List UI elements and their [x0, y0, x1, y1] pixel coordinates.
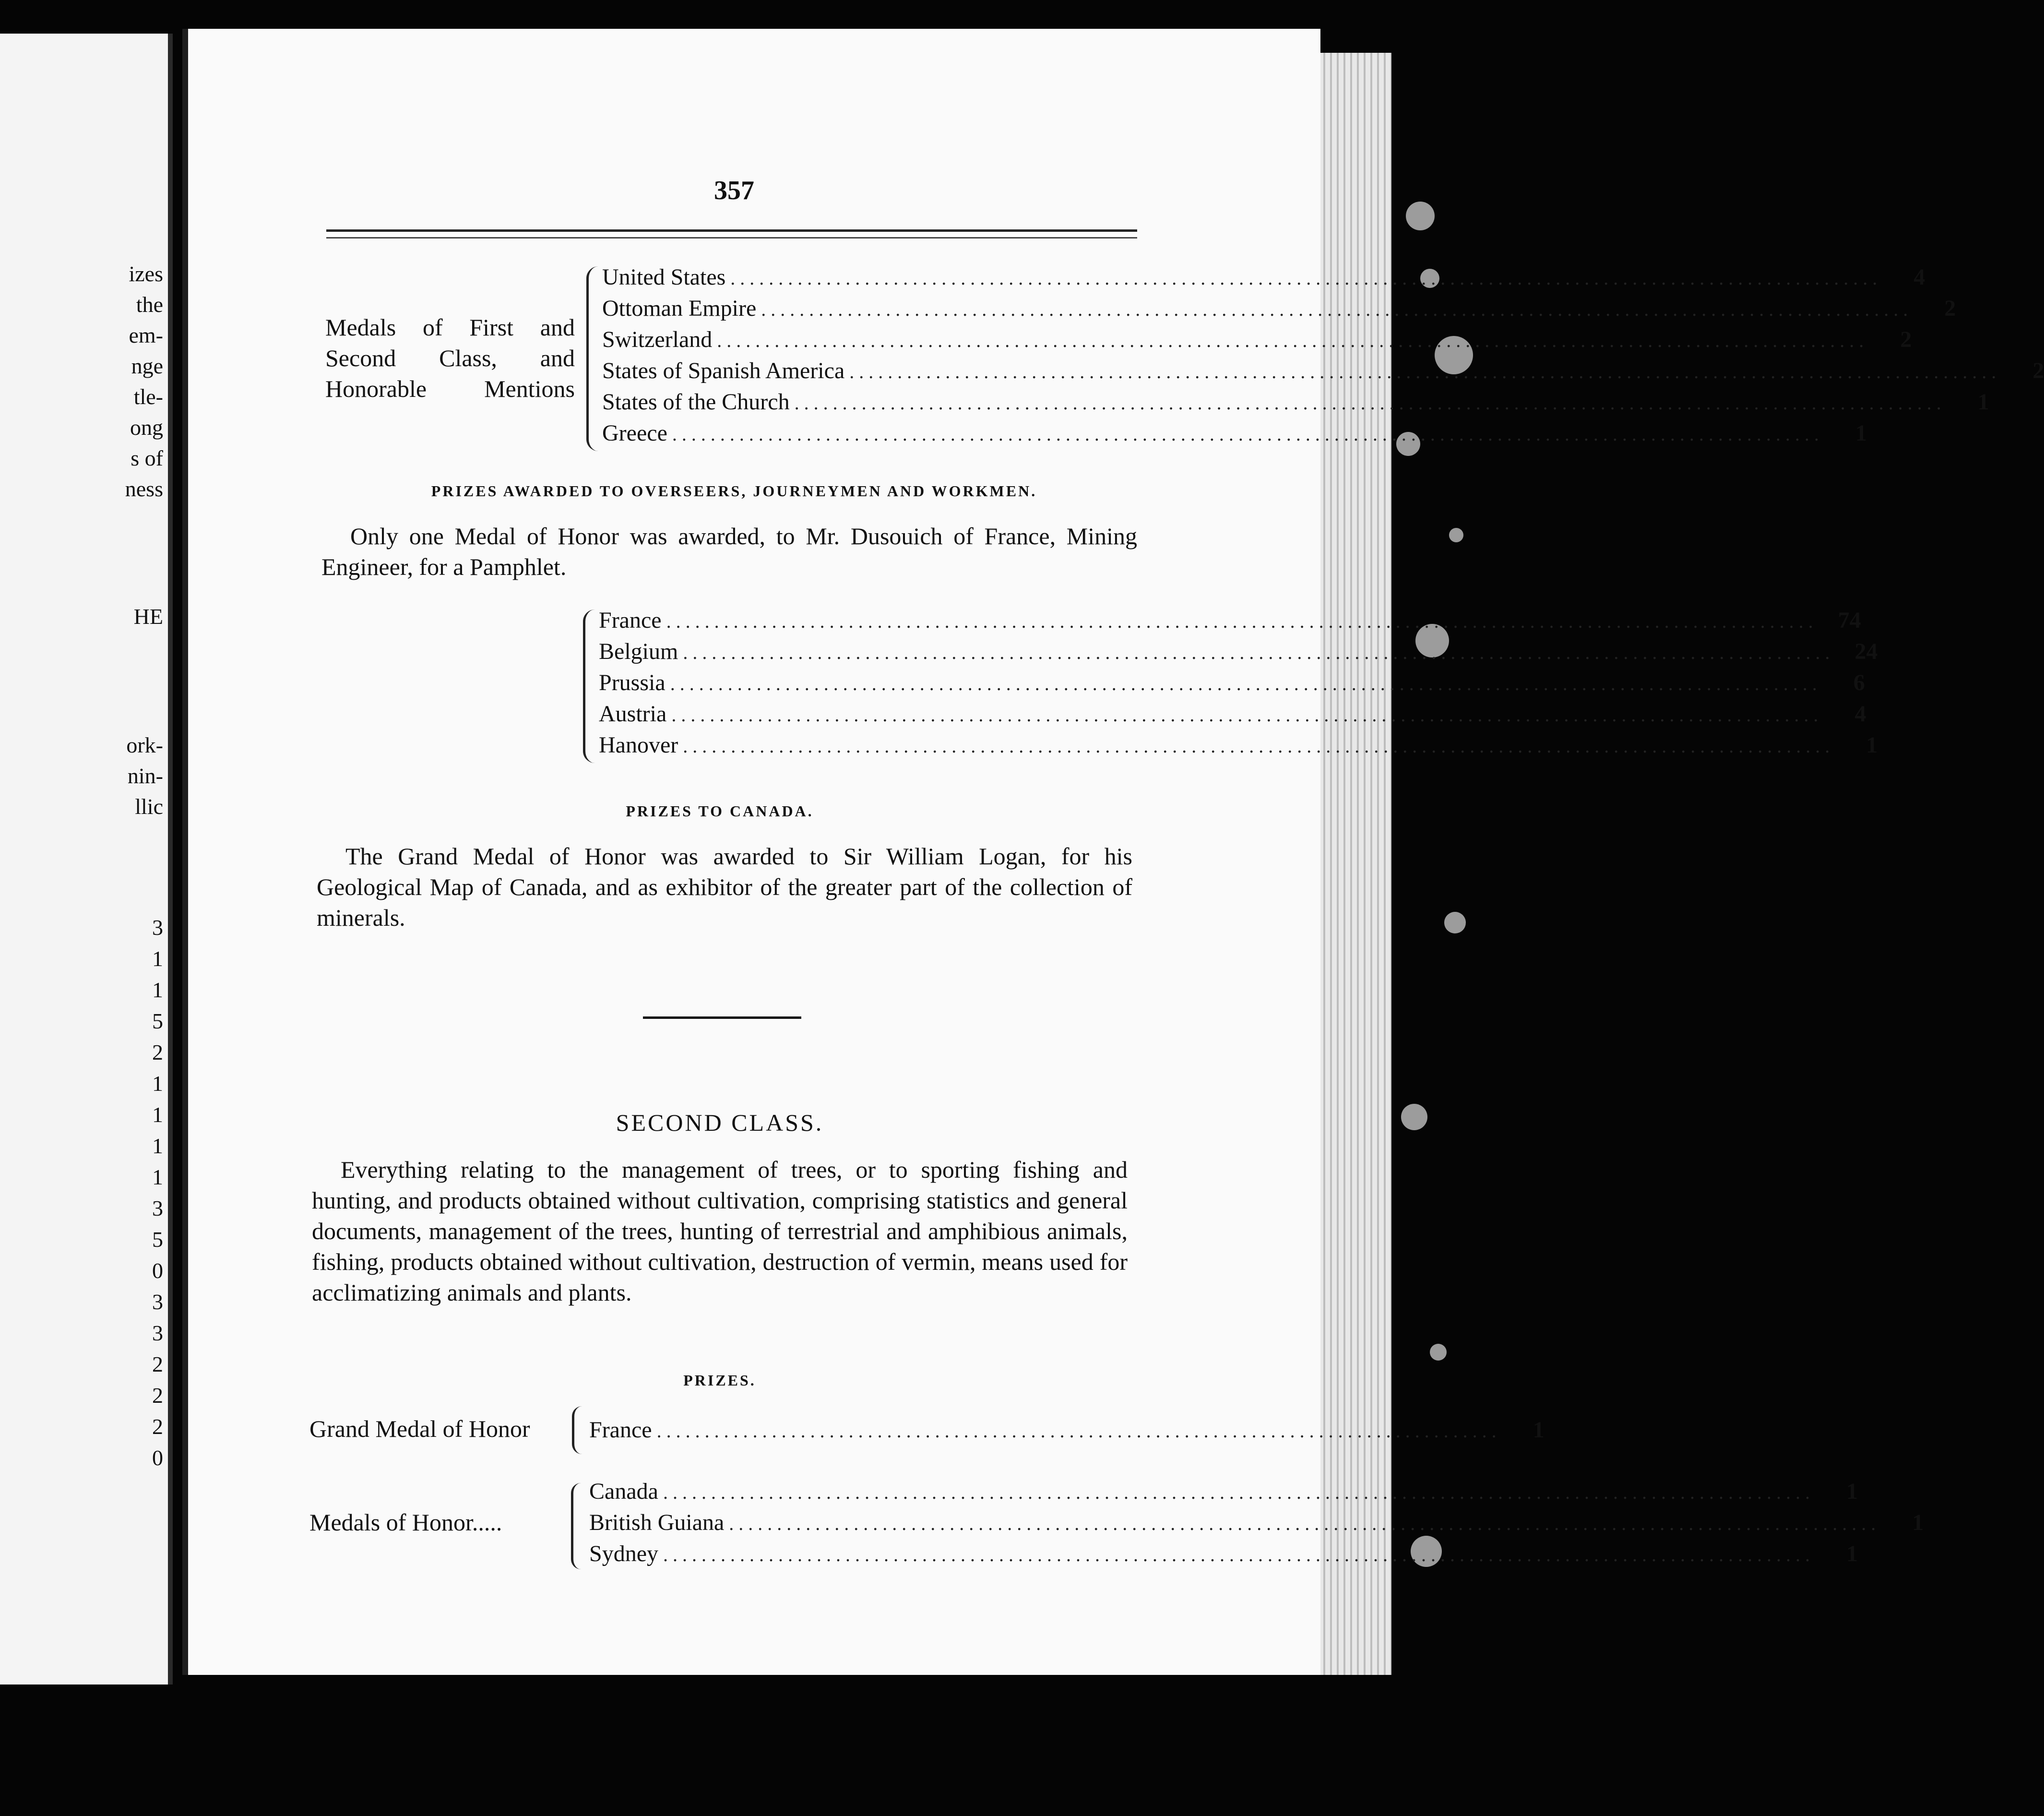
prize-count: 74 [1838, 608, 1861, 633]
prize-count: 2 [2032, 358, 2044, 383]
leader-dots: ........................................................................................................................ [761, 299, 1913, 320]
leader-dots: ........................................................................................................................ [670, 673, 1822, 694]
scan-speck [1406, 202, 1435, 230]
leader-dots: ........................................................................................................................ [663, 1481, 1815, 1503]
medals-label-line: Medals of First and [325, 314, 575, 341]
left-page-fragment: 5 [152, 1227, 163, 1252]
leader-dots: ........................................................................................................................ [666, 610, 1818, 632]
prize-count: 1 [1912, 1510, 1924, 1535]
left-page-fragment: 1 [152, 978, 163, 1002]
left-page-fragment: 3 [152, 1290, 163, 1314]
prize-count: 1 [1855, 420, 1867, 446]
country-row [602, 389, 1989, 419]
prize-count: 2 [1900, 327, 1912, 352]
left-page-fragment: 2 [152, 1414, 163, 1439]
left-page-fragment: 2 [152, 1040, 163, 1064]
leader-dots: ........................................................................................................................ [730, 267, 1882, 289]
left-page-fragment: 3 [152, 1196, 163, 1220]
left-page-fragment: 1 [152, 1102, 163, 1127]
prize-count: 4 [1913, 264, 1925, 290]
left-page-fragment: 0 [152, 1446, 163, 1470]
leader-dots: ........................................................................................................................ [672, 423, 1824, 445]
country-row [602, 358, 2044, 388]
left-page-fragment: 1 [152, 946, 163, 971]
country-name: Ottoman Empire [602, 296, 757, 321]
medals-label-line: Second Class, and [325, 345, 575, 371]
left-page-fragment: 0 [152, 1258, 163, 1283]
scan-speck [1401, 1104, 1427, 1130]
leader-dots: ........................................................................................................................ [683, 735, 1835, 757]
country-name: France [589, 1417, 652, 1443]
country-name: Sydney [589, 1541, 658, 1566]
prize-count: 1 [1846, 1479, 1858, 1504]
canada-heading: PRIZES TO CANADA. [626, 802, 814, 820]
header-rule-thin [326, 237, 1137, 239]
prize-count: 1 [1866, 732, 1878, 758]
left-page-fragment: tle- [133, 384, 163, 409]
country-row [589, 1478, 1858, 1509]
grand-medal-brace [572, 1406, 582, 1454]
workmen-paragraph-text: Only one Medal of Honor was awarded, to Mr. Dusouich of France, Mining Engineer, for a Pamphlet. [321, 523, 1137, 580]
canada-paragraph [317, 841, 1132, 933]
section-title: SECOND CLASS. [616, 1109, 824, 1136]
left-page-fragment: the [136, 292, 163, 317]
prize-count: 4 [1854, 701, 1866, 727]
prize-count: 1 [1533, 1417, 1545, 1443]
header-rule [326, 229, 1137, 232]
grand-medal-label: Grand Medal of Honor [309, 1415, 530, 1442]
scan-speck [1444, 912, 1466, 933]
left-page-fragment: 1 [152, 1071, 163, 1096]
prizes-heading: PRIZES. [683, 1372, 756, 1389]
country-row [589, 1509, 1924, 1540]
country-name: States of Spanish America [602, 358, 845, 383]
country-row [602, 326, 1912, 357]
medals-of-honor-label: Medals of Honor..... [309, 1509, 502, 1536]
country-row [602, 420, 1867, 451]
country-name: Austria [599, 701, 667, 727]
country-name: United States [602, 264, 726, 290]
left-page-fragment: em- [129, 323, 163, 347]
left-page-fragment: ork- [126, 733, 163, 757]
left-page-fragment: 1 [152, 1134, 163, 1158]
country-row [599, 607, 1861, 638]
canada-paragraph-text: The Grand Medal of Honor was awarded to Sir William Logan, for his Geological Map of Canada, and as exhibitor of the greater part of the collection of minerals. [317, 843, 1132, 931]
prize-count: 6 [1853, 670, 1865, 695]
country-row [599, 638, 1878, 669]
country-name: British Guiana [589, 1510, 725, 1535]
left-page-fragment: nin- [127, 764, 163, 788]
leader-dots: ........................................................................................................................ [671, 704, 1823, 726]
country-name: Switzerland [602, 327, 713, 352]
country-row [599, 732, 1878, 763]
left-page-fragment: izes [129, 262, 163, 286]
country-row [602, 264, 1925, 295]
left-page-fragment: 2 [152, 1352, 163, 1376]
medals-brace [586, 266, 598, 451]
left-page-fragment: llic [135, 794, 163, 819]
medals-group-label [325, 312, 575, 404]
leader-dots: ........................................................................................................................ [683, 642, 1835, 663]
country-name: Canada [589, 1479, 658, 1504]
medals-label-line: Honorable Mentions [325, 375, 575, 402]
scan-speck [1449, 528, 1463, 542]
leader-dots: ........................................................................................................................ [794, 392, 1946, 414]
workmen-brace [583, 609, 595, 763]
left-page-fragment: 3 [152, 1321, 163, 1345]
leader-dots: ........................................................................................................................ [663, 1544, 1815, 1565]
country-name: Greece [602, 420, 667, 446]
prize-count: 24 [1854, 639, 1878, 664]
country-row [599, 701, 1866, 731]
workmen-heading: PRIZES AWARDED TO OVERSEERS, JOURNEYMEN AND WORKMEN. [431, 482, 1037, 500]
leader-dots: ........................................................................................................................ [729, 1513, 1881, 1534]
prize-count: 1 [1977, 389, 1989, 415]
second-class-paragraph-text: Everything relating to the management of trees, or to sporting fishing and hunting, and products obtained without cultivation, comprising statistics and general documents, management of the trees, hunting of terrestrial and amphibious animals, fishing, products obtained without cultivation, destruction of vermin, means used for acclimatizing animals and plants. [312, 1156, 1128, 1306]
workmen-paragraph [321, 521, 1137, 582]
country-row [589, 1541, 1858, 1571]
medals-of-honor-brace [571, 1483, 581, 1569]
left-page-fragment: 5 [152, 1009, 163, 1033]
country-name: Hanover [599, 732, 678, 758]
grand-medal-row [589, 1417, 1545, 1447]
country-row [602, 295, 1956, 326]
country-name: States of the Church [602, 389, 790, 415]
left-page-fragment: 1 [152, 1165, 163, 1189]
country-name: Belgium [599, 639, 678, 664]
second-class-paragraph [312, 1154, 1128, 1308]
left-page-fragment: s of [131, 446, 163, 470]
left-page-fragment: nge [131, 354, 163, 378]
prize-count: 1 [1846, 1541, 1858, 1566]
leader-dots: ........................................................................................................................ [849, 361, 2001, 382]
scan-speck [1430, 1344, 1447, 1361]
left-page-fragment: HE [133, 604, 163, 629]
page-number: 357 [714, 176, 754, 205]
country-name: France [599, 608, 662, 633]
leader-dots: ........................................................................................ [656, 1420, 1501, 1442]
left-page-fragment: ness [125, 477, 163, 501]
left-page-fragment: 3 [152, 915, 163, 940]
section-divider [643, 1016, 801, 1019]
prize-count: 2 [1944, 296, 1956, 321]
leader-dots: ........................................................................................................................ [717, 330, 1869, 351]
country-name: Prussia [599, 670, 665, 695]
left-page-fragment: 2 [152, 1383, 163, 1408]
left-page-fragment: ong [130, 415, 163, 440]
country-row [599, 669, 1865, 700]
